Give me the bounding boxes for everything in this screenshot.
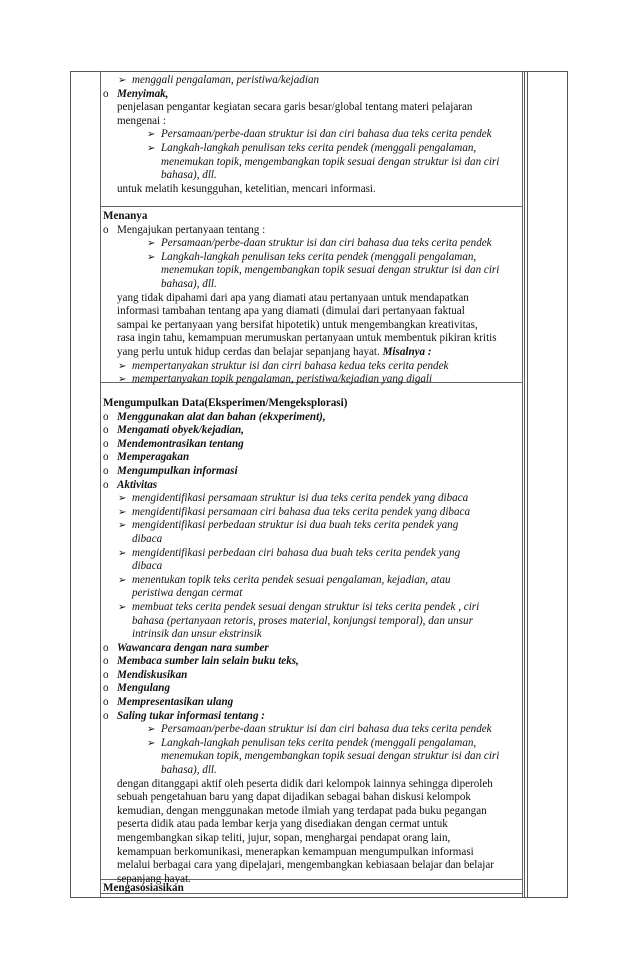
list-item: o Mendemontrasikan tentang bbox=[103, 437, 244, 450]
circle-bullet-icon: o bbox=[103, 709, 109, 722]
list-item: ➢ Langkah-langkah penulisan teks cerita pendek (menggali pengalaman, bbox=[147, 250, 477, 263]
circle-bullet-icon: o bbox=[103, 641, 109, 654]
arrow-bullet-icon: ➢ bbox=[147, 142, 156, 154]
text-line: bahasa (pertanyaan retoris, proses material, konjungsi temporal), dan unsur bbox=[132, 614, 473, 627]
list-item: ➢ menggali pengalaman, peristiwa/kejadian bbox=[118, 74, 320, 86]
circle-bullet-icon: o bbox=[103, 682, 109, 695]
list-item: o Mengulang bbox=[103, 682, 171, 695]
section-menanya bbox=[103, 210, 517, 387]
list-item: ➢ mengidentifikasi persamaan struktur isi dua teks cerita pendek yang dibaca bbox=[118, 492, 469, 505]
arrow-bullet-icon: ➢ bbox=[147, 724, 156, 736]
text-line: untuk melatih kesungguhan, ketelitian, mencari informasi. bbox=[117, 182, 376, 195]
list-item: ➢ Persamaan/perbe-daan struktur isi dan ciri bahasa dua teks cerita pendek bbox=[147, 237, 492, 250]
list-item: o Mempresentasikan ulang bbox=[103, 696, 234, 709]
section-title: Mengumpulkan Data(Eksperimen/Mengeksplorasi) bbox=[103, 397, 348, 409]
text-line: melalui berbagai cara yang dipelajari, mengembangkan kebiasaan belajar dan belajar bbox=[117, 859, 495, 872]
list-item: o Menggunakan alat dan bahan (ekxperiment), bbox=[103, 410, 326, 423]
section-mengumpulkan-data bbox=[103, 397, 517, 886]
circle-bullet-icon: o bbox=[103, 464, 109, 477]
circle-bullet-icon: o bbox=[103, 655, 109, 668]
text-line: sepanjang hayat. bbox=[117, 872, 191, 885]
text-line: menemukan topik, mengembangkan topik sesuai dengan struktur isi dan ciri bbox=[161, 264, 500, 277]
arrow-bullet-icon: ➢ bbox=[147, 129, 156, 141]
list-item: o Membaca sumber lain selain buku teks, bbox=[103, 655, 299, 668]
section-mengasosiasikan bbox=[103, 882, 517, 896]
list-item: o Aktivitas bbox=[103, 478, 158, 491]
arrow-bullet-icon: ➢ bbox=[118, 574, 127, 586]
circle-bullet-icon: o bbox=[103, 87, 109, 100]
text-line: sebuah pengetahuan baru yang dapat dijadikan sebagai bahan diskusi kelompok bbox=[117, 791, 471, 804]
arrow-bullet-icon: ➢ bbox=[118, 520, 127, 532]
table-right-border bbox=[567, 71, 568, 897]
text-line: peristiwa dengan cermat bbox=[132, 587, 243, 600]
arrow-bullet-icon: ➢ bbox=[118, 601, 127, 613]
list-item: ➢ Langkah-langkah penulisan teks cerita pendek (menggali pengalaman, bbox=[147, 141, 477, 154]
section-title: Menanya bbox=[103, 210, 148, 222]
arrow-bullet-icon: ➢ bbox=[147, 238, 156, 250]
arrow-bullet-icon: ➢ bbox=[118, 506, 127, 518]
table-col-divider-3 bbox=[527, 71, 528, 897]
list-item: o Wawancara dengan nara sumber bbox=[103, 641, 269, 654]
list-item: o Menyimak, bbox=[103, 87, 169, 100]
arrow-bullet-icon: ➢ bbox=[118, 547, 127, 559]
list-item: ➢ mengidentifikasi persamaan ciri bahasa dua teks cerita pendek yang dibaca bbox=[118, 505, 470, 518]
text-line: kemudian, dengan menggunakan metode ilmiah yang terdapat pada buku pegangan bbox=[117, 804, 487, 817]
list-item: ➢ mempertanyakan topik pengalaman, peristiwa/kejadian yang digali bbox=[118, 373, 433, 386]
text-line: mengembangkan sikap teliti, jujur, sopan, menghargai pendapat orang lain, bbox=[117, 832, 451, 844]
circle-bullet-icon: o bbox=[103, 451, 109, 464]
list-item: o Mengajukan pertanyaan tentang : bbox=[103, 223, 266, 236]
text-line: yang tidak dipahami dari apa yang diamati atau pertanyaan untuk mendapatkan bbox=[117, 291, 469, 304]
list-item: ➢ membuat teks cerita pendek sesuai dengan struktur isi teks cerita pendek , ciri bbox=[118, 600, 480, 613]
text-line: kemampuan berkomunikasi, menerapkan kemampuan mengumpulkan informasi bbox=[117, 845, 474, 858]
circle-bullet-icon: o bbox=[103, 424, 109, 437]
section-divider-menanya bbox=[101, 206, 522, 207]
list-item: ➢ menentukan topik teks cerita pendek sesuai pengalaman, kejadian, atau bbox=[118, 573, 451, 586]
text-line: rasa ingin tahu, kemampuan merumuskan pertanyaan untuk membentuk pikiran kritis bbox=[117, 332, 497, 345]
text-line: intrinsik dan unsur ekstrinsik bbox=[132, 628, 262, 641]
circle-bullet-icon: o bbox=[103, 478, 109, 491]
text-line: peserta didik atau pada lembar kerja yang disediakan dengan cermat untuk bbox=[117, 818, 448, 831]
circle-bullet-icon: o bbox=[103, 668, 109, 681]
arrow-bullet-icon: ➢ bbox=[147, 737, 156, 749]
list-item: ➢ Persamaan/perbe-daan struktur isi dan ciri bahasa dua teks cerita pendek bbox=[147, 128, 492, 141]
arrow-bullet-icon: ➢ bbox=[118, 374, 127, 386]
list-item: o Memperagakan bbox=[103, 451, 190, 464]
table-bottom-border bbox=[70, 897, 568, 898]
list-item: ➢ Langkah-langkah penulisan teks cerita pendek (menggali pengalaman, bbox=[147, 736, 477, 749]
table-left-border bbox=[70, 71, 71, 897]
circle-bullet-icon: o bbox=[103, 223, 109, 236]
arrow-bullet-icon: ➢ bbox=[147, 251, 156, 263]
arrow-bullet-icon: ➢ bbox=[118, 75, 127, 86]
list-item: o Mendiskusikan bbox=[103, 668, 188, 681]
list-item: o Mengamati obyek/kejadian, bbox=[103, 424, 244, 437]
text-line: dibaca bbox=[132, 532, 163, 545]
text-line: bahasa), dll. bbox=[161, 277, 217, 290]
list-item: ➢ mengidentifikasi perbedaan ciri bahasa dua buah teks cerita pendek yang bbox=[118, 546, 461, 559]
text-line: dengan ditanggapi aktif oleh peserta didik dari kelompok lainnya sehingga diperoleh bbox=[117, 777, 493, 790]
arrow-bullet-icon: ➢ bbox=[118, 360, 127, 372]
text-line: yang perlu untuk hidup cerdas dan belajar sepanjang hayat. Misalnya : bbox=[117, 345, 432, 358]
text-line: dibaca bbox=[132, 560, 163, 573]
text-line: bahasa), dll. bbox=[161, 764, 217, 777]
arrow-bullet-icon: ➢ bbox=[118, 493, 127, 505]
section-previous bbox=[103, 74, 517, 196]
text-line: penjelasan pengantar kegiatan secara garis besar/global tentang materi pelajaran bbox=[117, 101, 473, 114]
list-item: o Saling tukar informasi tentang : bbox=[103, 709, 265, 722]
text-line: sampai ke pertanyaan yang bersifat hipotetik) untuk mengembangkan kreativitas, bbox=[117, 318, 478, 331]
list-item: ➢ Persamaan/perbe-daan struktur isi dan ciri bahasa dua teks cerita pendek bbox=[147, 723, 492, 736]
text-line: menemukan topik, mengembangkan topik sesuai dengan struktur isi dan ciri bbox=[161, 155, 500, 168]
list-item: ➢ mempertanyakan struktur isi dan cirri bahasa kedua teks cerita pendek bbox=[118, 359, 449, 372]
circle-bullet-icon: o bbox=[103, 437, 109, 450]
table-col-divider-2 bbox=[524, 71, 525, 897]
list-item: o Mengumpulkan informasi bbox=[103, 464, 238, 477]
text-line: menemukan topik, mengembangkan topik sesuai dengan struktur isi dan ciri bbox=[161, 750, 500, 763]
section-title: Mengasosiasikan bbox=[103, 882, 184, 894]
text-line: informasi tambahan tentang apa yang diamati (dimulai dari pertanyaan faktual bbox=[117, 305, 465, 318]
text-line: bahasa), dll. bbox=[161, 169, 217, 182]
circle-bullet-icon: o bbox=[103, 696, 109, 709]
list-item: ➢ mengidentifikasi perbedaan struktur isi dua buah teks cerita pendek yang bbox=[118, 519, 459, 532]
text-line: mengenai : bbox=[117, 114, 166, 127]
circle-bullet-icon: o bbox=[103, 410, 109, 423]
